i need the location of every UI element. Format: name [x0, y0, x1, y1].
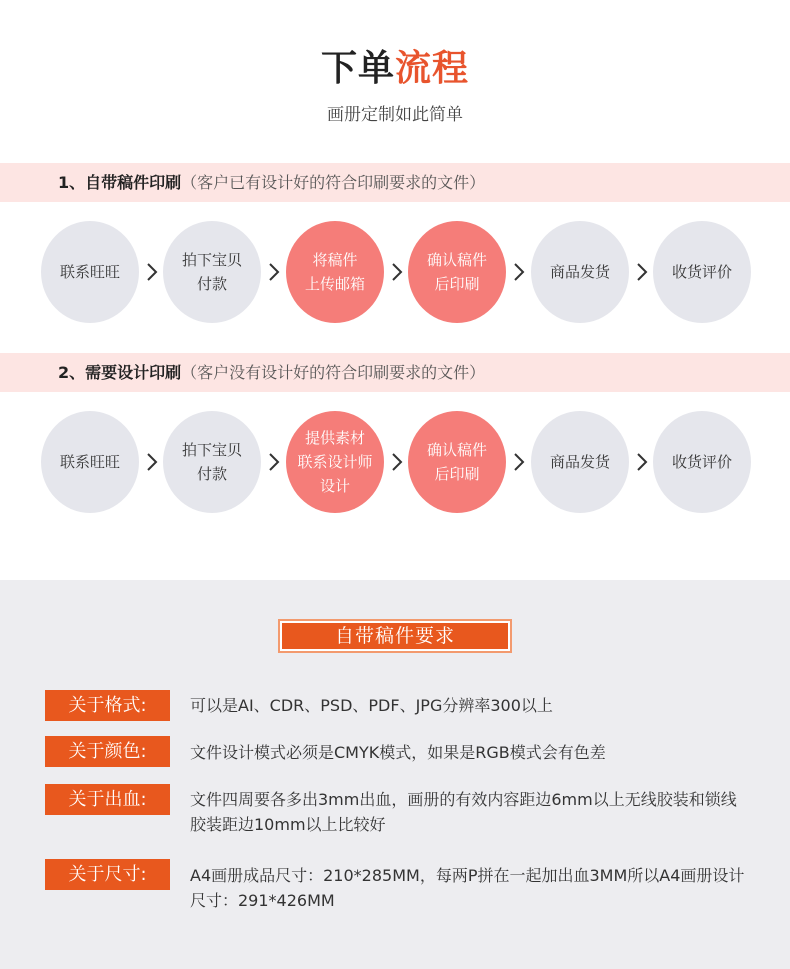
- chevron-right-icon: [390, 449, 404, 475]
- chevron-right-icon: [635, 259, 649, 285]
- chevron-right-icon: [267, 449, 281, 475]
- page-title-part2: 流程: [395, 48, 470, 89]
- flow-1-step-confirm-print: 确认稿件 后印刷: [408, 221, 506, 323]
- flow-2-header: [0, 353, 790, 392]
- req-color-label: 关于颜色:: [45, 736, 170, 767]
- chevron-right-icon: [512, 259, 526, 285]
- flow-1-steps: [41, 221, 753, 323]
- flow-2-note: （客户没有设计好的符合印刷要求的文件）: [181, 363, 486, 382]
- page-title: [0, 40, 790, 91]
- flow-2-step-confirm-print: 确认稿件 后印刷: [408, 411, 506, 513]
- chevron-right-icon: [512, 449, 526, 475]
- flow-1-title: 1、自带稿件印刷: [58, 173, 182, 192]
- chevron-right-icon: [267, 259, 281, 285]
- flow-1-step-ship: 商品发货: [531, 221, 629, 323]
- flow-1-note: （客户已有设计好的符合印刷要求的文件）: [181, 173, 486, 192]
- flow-2-step-ship: 商品发货: [531, 411, 629, 513]
- req-bleed-text: 文件四周要各多出3mm出血，画册的有效内容距边6mm以上无线胶装和锁线胶装距边10mm以上比较好: [190, 790, 737, 834]
- req-format-text: 可以是AI、CDR、PSD、PDF、JPG分辨率300以上: [190, 696, 553, 715]
- flow-2-step-review: 收货评价: [653, 411, 751, 513]
- chevron-right-icon: [635, 449, 649, 475]
- flow-2-step-design: 提供素材 联系设计师 设计: [286, 411, 384, 513]
- chevron-right-icon: [390, 259, 404, 285]
- req-size-text: A4画册成品尺寸：210*285MM，每两P拼在一起加出血3MM所以A4画册设计尺寸：291*426MM: [190, 866, 745, 910]
- req-format-label: 关于格式:: [45, 690, 170, 721]
- flow-2-step-order-pay: 拍下宝贝 付款: [163, 411, 261, 513]
- req-size-label: 关于尺寸:: [45, 859, 170, 890]
- flow-1-header: [0, 163, 790, 202]
- flow-2-title: 2、需要设计印刷: [58, 363, 182, 382]
- flow-2-step-contact: 联系旺旺: [41, 411, 139, 513]
- chevron-right-icon: [145, 259, 159, 285]
- flow-1-step-review: 收货评价: [653, 221, 751, 323]
- flow-1-step-contact: 联系旺旺: [41, 221, 139, 323]
- requirements-section: [0, 580, 790, 969]
- flow-1-step-order-pay: 拍下宝贝 付款: [163, 221, 261, 323]
- flow-1-step-upload: 将稿件 上传邮箱: [286, 221, 384, 323]
- flow-2-steps: [41, 411, 753, 513]
- chevron-right-icon: [145, 449, 159, 475]
- req-color-text: 文件设计模式必须是CMYK模式，如果是RGB模式会有色差: [190, 743, 606, 762]
- requirements-title: 自带稿件要求: [278, 619, 512, 653]
- page-subtitle: 画册定制如此简单: [327, 105, 463, 125]
- page-title-part1: 下单: [320, 48, 395, 89]
- req-bleed-label: 关于出血:: [45, 784, 170, 815]
